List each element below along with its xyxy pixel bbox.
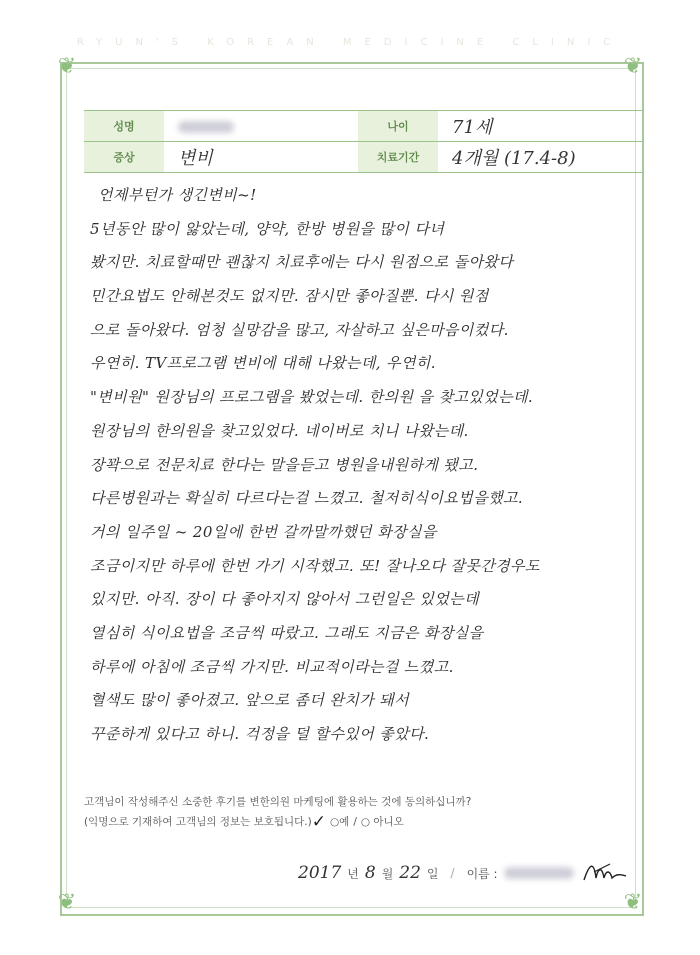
review-text (88, 180, 648, 753)
age-label: 나이 (358, 111, 438, 142)
review-line: 장꽉으로 전문치료 한다는 말을듣고 병원을내원하게 됐고. (90, 455, 479, 474)
clinic-watermark: RYUN'S KOREAN MEDICINE CLINIC (76, 37, 624, 48)
date-year-unit: 년 (347, 866, 359, 881)
review-line: 우연히. TV프로그램 변비에 대해 나왔는데, 우연히. (90, 354, 436, 373)
review-line: "변비원" 원장님의 프로그램을 봤었는데. 한의원 을 찾고있었는데. (90, 388, 534, 407)
signature-scribble-icon (580, 860, 630, 886)
review-line: 다른병원과는 확실히 다르다는걸 느꼈고. 철저히식이요법을했고. (90, 489, 524, 508)
age-value: 71세 (438, 111, 642, 142)
period-value: 4개월 (17.4-8) (438, 142, 642, 173)
review-line: 봤지만. 치료할때만 괜찮지 치료후에는 다시 원점으로 돌아왔다 (90, 253, 514, 272)
review-line: 혈색도 많이 좋아졌고. 앞으로 좀더 완치가 돼서 (90, 691, 410, 710)
corner-ornament-icon: ❦ (623, 890, 643, 915)
symptom-value: 변비 (164, 142, 358, 173)
corner-ornament-icon: ❦ (623, 54, 643, 79)
date-day: 22 (399, 863, 421, 883)
review-line: 5년동안 많이 앓았는데, 양약, 한방 병원을 많이 다녀 (90, 219, 445, 238)
consent-separator: / (353, 816, 357, 828)
patient-info-table (84, 110, 642, 173)
review-line: 으로 돌아왔다. 엄청 실망감을 많고, 자살하고 싶은마음이컸다. (90, 320, 509, 339)
review-line: 열심히 식이요법을 조금씩 따랐고. 그래도 지금은 화장실을 (90, 623, 484, 642)
review-line: 언제부턴가 생긴변비~! (98, 186, 257, 204)
consent-yes-option[interactable]: ○예 (330, 816, 350, 828)
date-month-unit: 월 (381, 866, 394, 881)
corner-ornament-icon: ❦ (57, 54, 77, 79)
consent-question: 고객님이 작성해주신 소중한 후기를 변한의원 마케팅에 활용하는 것에 동의하십니까? (84, 796, 472, 808)
review-line: 원장님의 한의원을 찾고있었다. 네이버로 치니 나왔는데. (90, 421, 469, 440)
consent-note: (익명으로 기재하여 고객님의 정보는 보호됩니다.) (84, 816, 312, 828)
review-line: 민간요법도 안해본것도 없지만. 잠시만 좋아질뿐. 다시 원점 (90, 287, 489, 306)
review-line: 꾸준하게 있다고 하니. 걱정을 덜 할수있어 좋았다. (90, 725, 430, 743)
corner-ornament-icon: ❦ (57, 890, 77, 915)
review-line: 조금이지만 하루에 한번 가기 시작했고. 또! 잘나오다 잘못간경우도 (90, 556, 540, 575)
redacted-signature-name (504, 867, 574, 879)
date-year: 2017 (298, 863, 342, 883)
date-month: 8 (364, 863, 376, 883)
consent-options (84, 812, 624, 832)
redacted-name (178, 121, 234, 133)
date-day-unit: 일 (426, 866, 439, 881)
name-label: 성명 (84, 111, 164, 142)
check-mark-icon: ✓ (311, 812, 326, 832)
consent-no-option[interactable]: ○ 아니오 (360, 816, 404, 828)
review-line: 하루에 아침에 조금씩 가지만. 비교적이라는걸 느꼈고. (90, 657, 454, 676)
name-label-sign: 이름 : (466, 866, 498, 881)
review-line: 있지만. 아직. 장이 다 좋아지지 않아서 그런일은 있었는데 (90, 590, 479, 609)
period-label: 치료기간 (358, 142, 438, 173)
consent-section (84, 792, 624, 832)
signature-row: 2017 년 8 월 22 일 / 이름 : (298, 858, 638, 888)
name-value (164, 111, 358, 142)
review-line: 거의 일주일 ~ 20일에 한번 갈까말까했던 화장실을 (90, 522, 437, 541)
symptom-label: 증상 (84, 142, 164, 173)
